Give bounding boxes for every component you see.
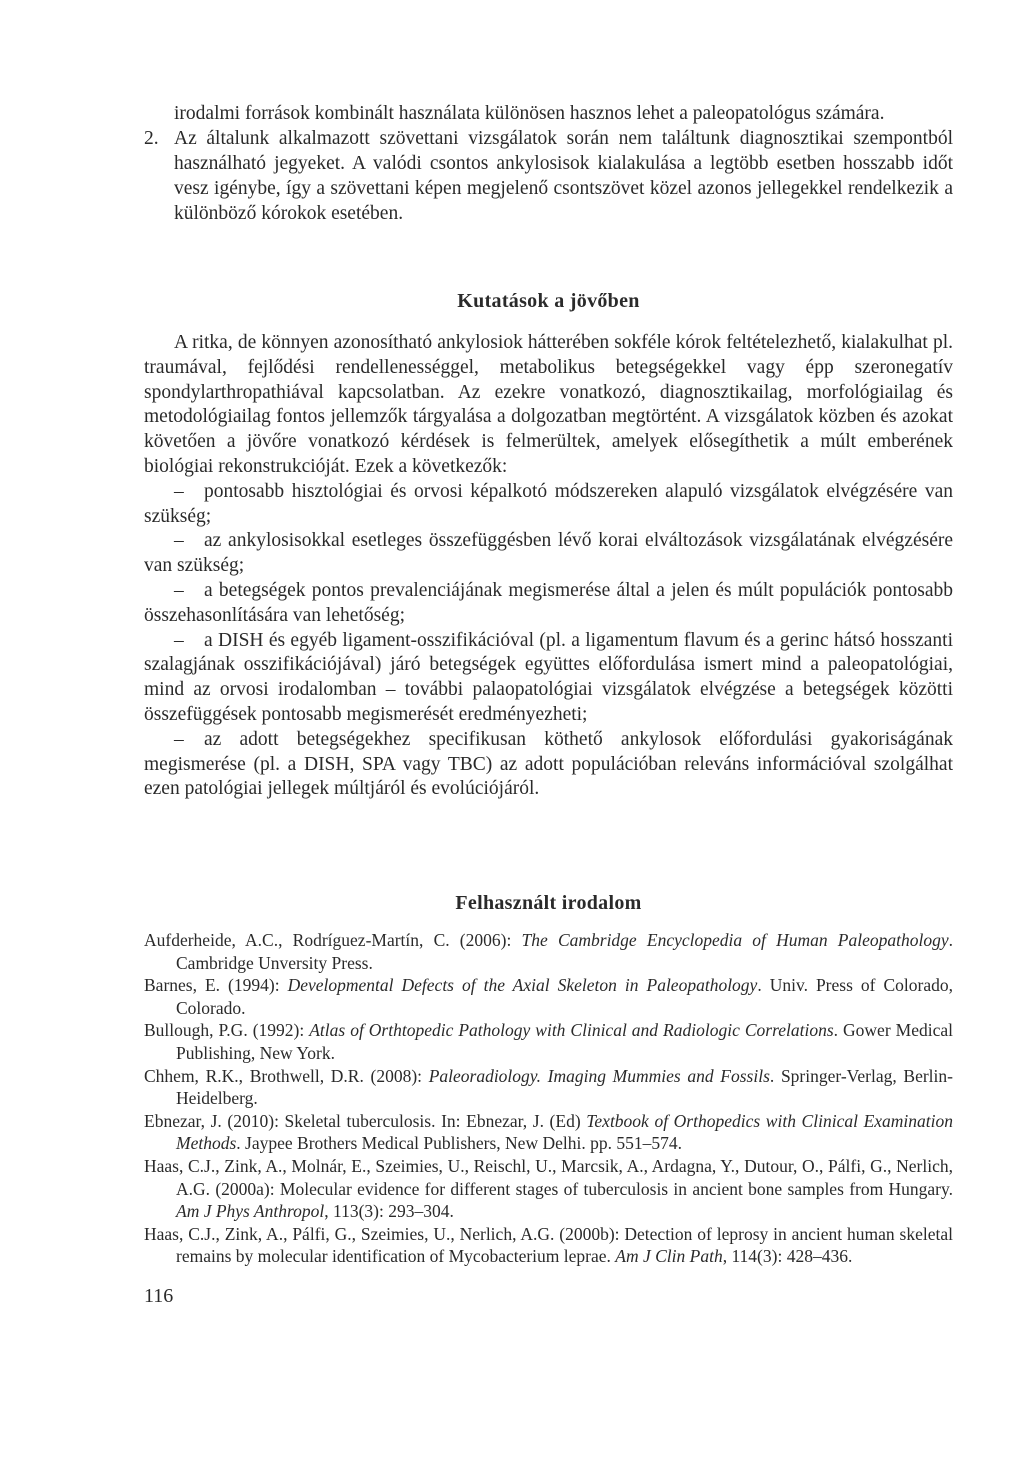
- bullet-dash: –: [174, 728, 184, 750]
- bullet-item: – a DISH és egyéb ligament-osszifikációval (pl. a ligamentum flavum és a gerinc hátsó hosszanti szalagjának osszifikációjával) járó betegségek együttes előfordulása ismert mind a paleopatológiai, mind az orvosi irodalomban – további palaopatológiai vizsgálatok elvégzése a betegségek közötti összefüggések pontosabb megismerését eredményezheti;: [144, 629, 953, 725]
- intro-continuation: irodalmi források kombinált használata különösen hasznos lehet a paleopatológus számára.: [174, 103, 885, 124]
- bullet-dash: –: [174, 530, 184, 552]
- bullet-item: – pontosabb hisztológiai és orvosi képalkotó módszereken alapuló vizsgálatok elvégzésére van szükség;: [144, 480, 953, 527]
- future-research-body: [144, 331, 953, 802]
- reference-item: Bullough, P.G. (1992): Atlas of Orthtopedic Pathology with Clinical and Radiologic Correlations. Gower Medical Publishing, New York.: [144, 1020, 953, 1063]
- reference-item: Aufderheide, A.C., Rodríguez-Martín, C. (2006): The Cambridge Encyclopedia of Human Paleopathology. Cambridge Unversity Press.: [144, 930, 953, 973]
- intro-block: [144, 101, 953, 226]
- bullet-dash: –: [174, 480, 184, 502]
- reference-item: Ebnezar, J. (2010): Skeletal tuberculosis. In: Ebnezar, J. (Ed) Textbook of Orthopedics with Clinical Examination Methods. Jaypee Brothers Medical Publishers, New Delhi. pp. 551–574.: [144, 1110, 953, 1154]
- section-heading-future: Kutatások a jövőben: [457, 290, 640, 312]
- section-heading-references: Felhasznált irodalom: [455, 892, 642, 914]
- reference-item: Haas, C.J., Zink, A., Molnár, E., Szeimies, U., Reischl, U., Marcsik, A., Ardagna, Y., Dutour, O., Pálfi, G., Nerlich, A.G. (2000a): Molecular evidence for different stages of tuberculosis in ancient bone samples from Hungary. Am J Phys Anthropol, 113(3): 293–304.: [144, 1155, 953, 1222]
- reference-item: Haas, C.J., Zink, A., Pálfi, G., Szeimies, U., Nerlich, A.G. (2000b): Detection of leprosy in ancient human skeletal remains by molecular identification of Mycobacterium leprae. Am J Clin Path, 114(3): 428–436.: [144, 1223, 953, 1267]
- reference-item: Chhem, R.K., Brothwell, D.R. (2008): Paleoradiology. Imaging Mummies and Fossils. Springer-Verlag, Berlin-Heidelberg.: [144, 1065, 953, 1109]
- reference-item: Barnes, E. (1994): Developmental Defects of the Axial Skeleton in Paleopathology. Univ. Press of Colorado, Colorado.: [144, 975, 953, 1018]
- bullet-item: – az adott betegségekhez specifikusan köthető ankylosok előfordulási gyakoriságának megismerése (pl. a DISH, SPA vagy TBC) az adott populációban releváns információval szolgálhat ezen patológiai jellegek múltjáról és evolúciójáról.: [144, 728, 953, 800]
- references-list: [144, 929, 953, 1268]
- bullet-item: – az ankylosisokkal esetleges összefüggésben lévő korai elváltozások vizsgálatának elvégzésére van szükség;: [144, 530, 953, 577]
- bullet-dash: –: [174, 629, 184, 651]
- bullet-item: – a betegségek pontos prevalenciájának megismerése által a jelen és múlt populációk pontosabb összehasonlítására van lehetőség;: [144, 579, 953, 626]
- future-research-paragraph: A ritka, de könnyen azonosítható ankylosiok hátterében sokféle kórok feltételezhető, kialakulhat pl. traumával, fejlődési rendellenességgel, metabolikus betegségekkel vagy épp szeronegatív spondylarthropathiával kapcsolatban. Az ezekre vonatkozó, diagnosztikailag, morfológiailag és metodológiailag fontos jellemzők tárgyalása a dolgozatban megtörtént. A vizsgálatok közben és azokat követően a jövőre vonatkozó kérdések is felmerültek, amelyek elősegíthetik a múlt emberének biológiai rekonstrukcióját. Ezek a következők:: [144, 332, 953, 477]
- page-number: 116: [144, 1285, 174, 1307]
- point-2: [144, 126, 953, 226]
- bullet-dash: –: [174, 579, 184, 601]
- point-2-number: 2.: [144, 128, 159, 149]
- point-2-text: Az általunk alkalmazott szövettani vizsgálatok során nem találtunk diagnosztikai szempontból használható jegyeket. A valódi csontos ankylosisok kialakulása a legtöbb esetben hosszabb időt vesz igénybe, így a szövettani képen megjelenő csontszövet közel azonos jellegekkel rendelkezik a különböző kórokok esetében.: [174, 128, 953, 224]
